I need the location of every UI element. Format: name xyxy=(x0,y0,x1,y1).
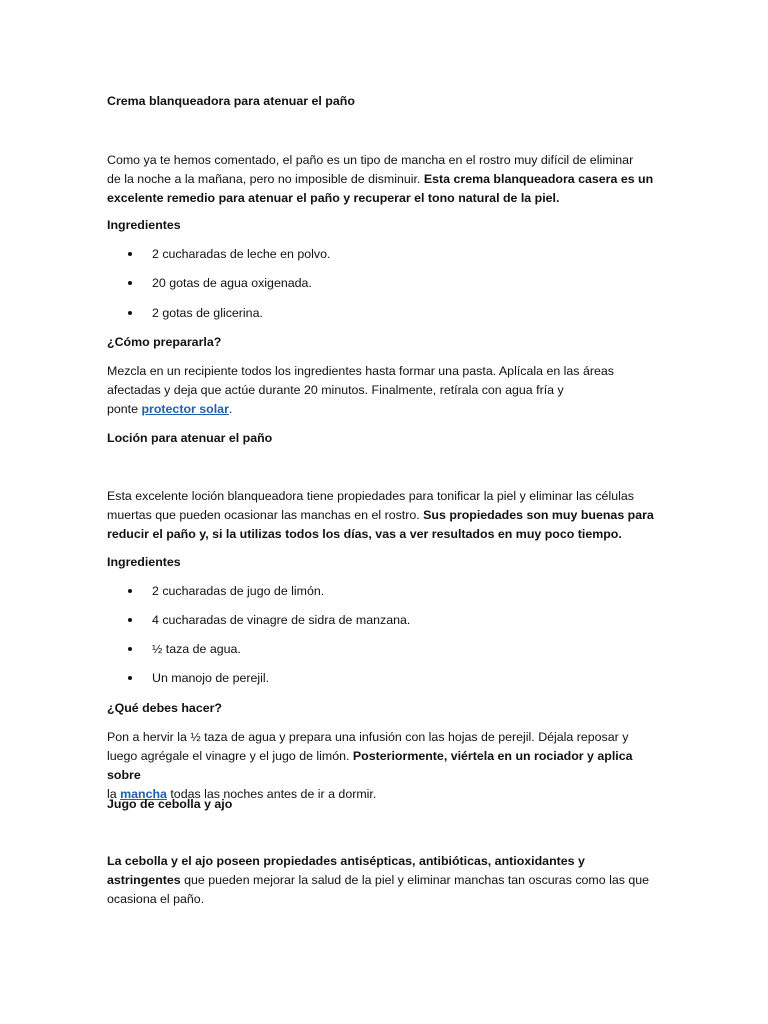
ingredients-heading: Ingredientes xyxy=(107,555,181,569)
bullet-icon xyxy=(128,252,132,256)
bullet-icon xyxy=(128,589,132,593)
intro-line xyxy=(107,170,667,189)
section-intro xyxy=(107,487,667,544)
list-item-text: 2 cucharadas de leche en polvo. xyxy=(152,247,331,261)
method-line: Pon a hervir la ½ taza de agua y prepara una infusión con las hojas de perejil. Déjala reposar y xyxy=(107,730,629,744)
list-item-text: Un manojo de perejil. xyxy=(152,671,270,685)
bullet-icon xyxy=(128,676,132,680)
intro-line xyxy=(107,871,667,890)
list-item-text: 2 cucharadas de jugo de limón. xyxy=(152,584,325,598)
intro-text-bold: astringentes xyxy=(107,873,185,887)
intro-line: ocasiona el paño. xyxy=(107,892,205,906)
intro-line xyxy=(107,506,667,525)
method-text-suffix: . xyxy=(228,402,233,416)
bullet-icon xyxy=(128,618,132,622)
intro-text: de la noche a la mañana, pero no imposible de disminuir. xyxy=(107,172,424,186)
method-line: Mezcla en un recipiente todos los ingredientes hasta formar una pasta. Aplícala en las áreas xyxy=(107,364,614,378)
section-title: Loción para atenuar el paño xyxy=(107,431,273,445)
mancha-link[interactable]: mancha xyxy=(120,787,167,801)
intro-line: Esta excelente loción blanqueadora tiene propiedades para tonificar la piel y eliminar las células xyxy=(107,489,634,503)
method-text xyxy=(107,728,667,804)
method-text-prefix: la xyxy=(107,787,121,801)
method-text-prefix: ponte xyxy=(107,402,142,416)
method-text xyxy=(107,362,667,419)
bullet-icon xyxy=(128,647,132,651)
method-heading: ¿Cómo prepararla? xyxy=(107,335,222,349)
intro-line: excelente remedio para atenuar el paño y recuperar el tono natural de la piel. xyxy=(107,191,560,205)
bullet-icon xyxy=(128,281,132,285)
method-line xyxy=(107,400,667,419)
ingredients-heading: Ingredientes xyxy=(107,218,181,232)
intro-text-bold: Sus propiedades son muy buenas para xyxy=(423,508,654,522)
intro-line: reducir el paño y, si la utilizas todos los días, vas a ver resultados en muy poco tiempo. xyxy=(107,527,622,541)
intro-line: Como ya te hemos comentado, el paño es un tipo de mancha en el rostro muy difícil de eliminar xyxy=(107,153,634,167)
section-intro xyxy=(107,852,667,909)
method-line: afectadas y deja que actúe durante 20 minutos. Finalmente, retírala con agua fría y xyxy=(107,383,564,397)
section-intro xyxy=(107,151,667,208)
method-heading: ¿Qué debes hacer? xyxy=(107,701,222,715)
list-item-text: 20 gotas de agua oxigenada. xyxy=(152,276,312,290)
method-text: luego agrégale el vinagre y el jugo de limón. xyxy=(107,749,353,763)
intro-text-bold: Esta crema blanqueadora casera es un xyxy=(423,172,654,186)
intro-text: muertas que pueden ocasionar las manchas en el rostro. xyxy=(107,508,424,522)
intro-line: La cebolla y el ajo poseen propiedades antisépticas, antibióticas, antioxidantes y xyxy=(107,854,585,868)
list-item-text: 2 gotas de glicerina. xyxy=(152,306,263,320)
method-line xyxy=(107,747,667,785)
intro-text: que pueden mejorar la salud de la piel y eliminar manchas tan oscuras como las que xyxy=(184,873,650,887)
section-title: Jugo de cebolla y ajo xyxy=(107,797,233,811)
list-item-text: 4 cucharadas de vinagre de sidra de manzana. xyxy=(152,613,411,627)
method-text-bold: Posteriormente, viértela en un rociador y aplica sobre xyxy=(107,749,633,782)
method-text-suffix: todas las noches antes de ir a dormir. xyxy=(166,787,377,801)
section-title: Crema blanqueadora para atenuar el paño xyxy=(107,94,355,108)
protector-solar-link[interactable]: protector solar xyxy=(141,402,229,416)
list-item-text: ½ taza de agua. xyxy=(152,642,241,656)
bullet-icon xyxy=(128,311,132,315)
